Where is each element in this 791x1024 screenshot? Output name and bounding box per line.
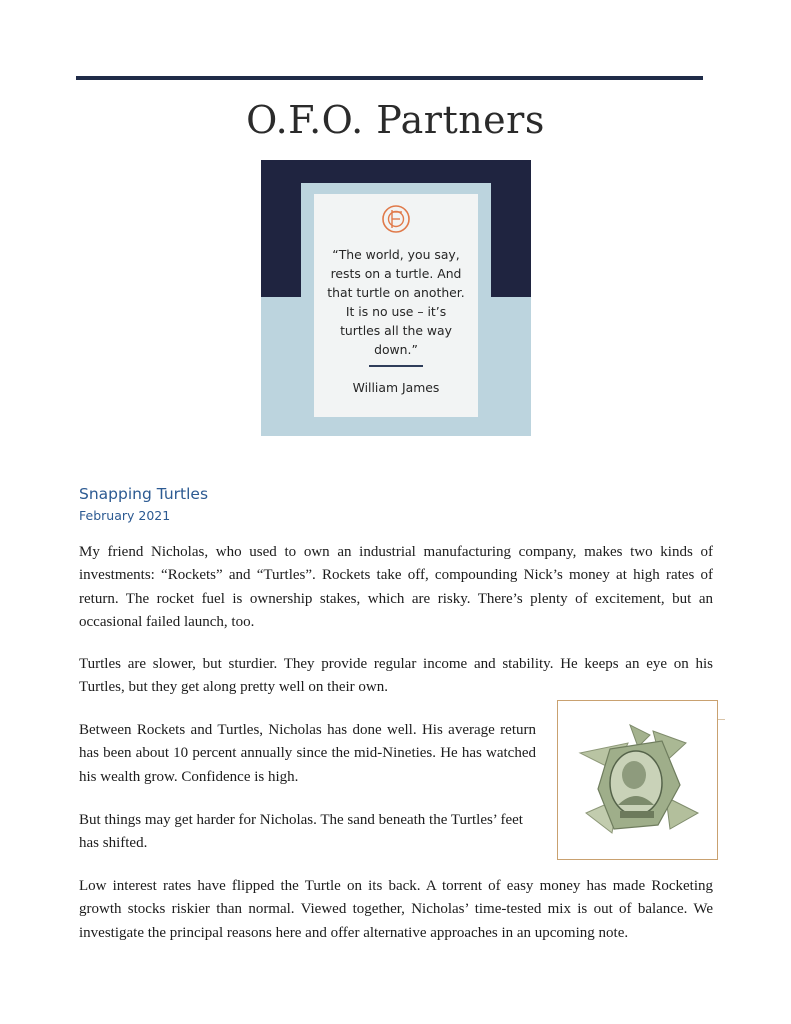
origami-dollar-turtle-image [557,700,718,860]
article-title: Snapping Turtles [79,485,209,503]
origami-turtle-icon [558,701,717,859]
quote-text: “The world, you say, rests on a turtle. And that turtle on another. It is no use – it’s turtles all the way down.” [327,247,465,357]
quote-graphic [261,160,531,436]
brand-title: O.F.O. Partners [246,98,545,142]
article-date: February 2021 [79,508,171,523]
header-rule [76,76,703,80]
paragraph-returns: Between Rockets and Turtles, Nicholas has done well. His average return has been about 10 percent annually since the mid-Nineties. He has watched his wealth grow. Confidence is high. [79,722,536,785]
quote-card [314,194,478,417]
quote-author: William James [352,380,440,395]
paragraph-turtles: Turtles are slower, but sturdier. They provide regular income and stability. He keeps an eye on his Turtles, but they get along pretty well on their own. [79,656,713,696]
ofo-logo-icon [381,204,411,234]
quote-divider [369,365,423,367]
paragraph-low-rates: Low interest rates have flipped the Turtle on its back. A torrent of easy money has made Rocketing growth stocks riskier than normal. Viewed together, Nicholas’ time-tested mix is out of balance. We investigate the principal reasons here and offer alternative approaches in an upcoming note. [79,878,713,941]
paragraph-harder: But things may get harder for Nicholas. The sand beneath the Turtles’ feet has shifted. [79,812,523,852]
paragraph-rockets-turtles: My friend Nicholas, who used to own an industrial manufacturing company, makes two kinds of investments: “Rockets” and “Turtles”. Rockets take off, compounding Nick’s money at high rates of return. The rocket fuel is ownership stakes, which are risky. There’s plenty of excitement, but an occasional failed launch, too. [79,544,713,630]
